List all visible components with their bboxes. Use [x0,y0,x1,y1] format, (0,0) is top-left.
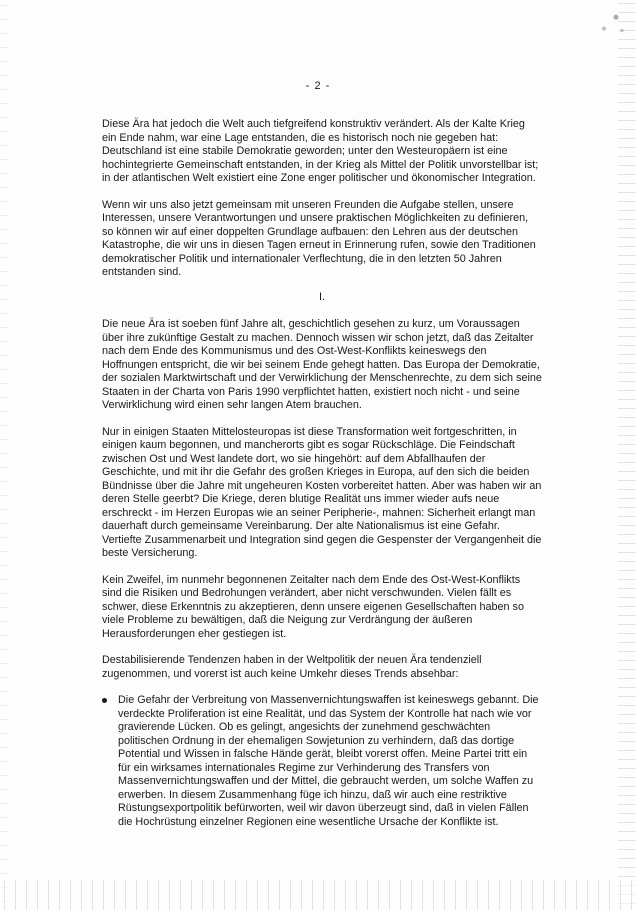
paragraph: Destabilisierende Tendenzen haben in der Weltpolitik der neuen Ära tendenziell zugenommen, und vorerst ist auch keine Umkehr dieses Trends absehbar: [102,654,482,680]
paragraph: Nur in einigen Staaten Mittelosteuropas ist diese Transformation weit fortgeschritten, in einigen kaum begonnen, und mancherorts gibt es sogar Rückschläge. Die Feindschaft zwischen Ost und West landete dort, wo sie hingehört: auf dem Abfallhaufen der Geschichte, und mit ihr die Gefahr des großen Krieges in Europa, auf den sich die beiden Bündnisse über die Jahre mit ungeheuren Kosten vorbereitet hatten. Aber was haben wir an deren Stelle geerbt? Die Kriege, deren blutige Realität uns immer wieder aufs neue erschreckt - im Herzen Europas wie an seiner Peripherie-, mahnen: Sicherheit erlangt man dauerhaft durch gemeinsame Vereinbarung. Der alte Nationalismus ist eine Gefahr. Vertiefte Zusammenarbeit und Integration sind gegen die Gespenster der Vergangenheit die beste Versicherung. [102,425,542,559]
scan-edge-right [618,0,636,910]
paragraph: Die neue Ära ist soeben fünf Jahre alt, geschichtlich gesehen zu kurz, um Voraussagen über ihre zukünftige Gestalt zu machen. Dennoch wissen wir schon jetzt, daß das Zeitalter nach dem Ende des Kommunismus und des Ost-West-Konflikts keineswegs den Hoffnungen entspricht, die wir bei seinem Ende gehegt hatten. Das Europa der Demokratie, der sozialen Marktwirtschaft und der Verwirklichung der Menschenrechte, zu dem sich seine Staaten in der Charta von Paris 1990 verpflichtet hatten, existiert noch nicht - und seine Verwirklichung wird einen sehr langen Atem brauchen. [102,318,542,411]
scan-smudge [592,2,632,40]
page-number: - 2 - [305,80,331,92]
bullet-list [102,694,542,829]
section-heading: I. [318,290,326,303]
bullet-item [102,694,542,829]
bullet-icon [102,698,107,703]
paragraph: Kein Zweifel, im nunmehr begonnenen Zeitalter nach dem Ende des Ost-West-Konflikts sind die Risiken und Bedrohungen verändert, aber nicht verschwunden. Vielen fällt es schwer, diese Erkenntnis zu akzeptieren, denn unsere eigenen Gesellschaften haben so viele Probleme zu bewältigen, daß die Neigung zur Verdrängung der äußeren Herausforderungen eher gestiegen ist. [102,573,524,640]
paragraph: Diese Ära hat jedoch die Welt auch tiefgreifend konstruktiv verändert. Als der Kalte Krieg ein Ende nahm, war eine Lage entstanden, die es historisch noch nie gegeben hat: Deutschland ist eine stabile Demokratie geworden; unter den Westeuropäern ist eine hochintegrierte Gemeinschaft entstanden, in der Krieg als Mittel der Politik unvorstellbar ist; in der atlantischen Welt existiert eine Zone enger politischer und ökonomischer Integration. [102,118,539,184]
document-body [102,118,542,829]
paragraph: Wenn wir uns also jetzt gemeinsam mit unseren Freunden die Aufgabe stellen, unsere Interessen, unsere Verantwortungen und unsere praktischen Möglichkeiten zu definieren, so können wir auf einer doppelten Grundlage aufbauen: den Lehren aus der deutschen Katastrophe, die wir uns in diesen Tagen erneut in Erinnerung rufen, sowie den Traditionen demokratischer Politik und internationaler Verflechtung, die in den letzten 50 Jahren entstanden sind. [102,198,536,278]
scan-edge-left [0,0,8,910]
bullet-text: Die Gefahr der Verbreitung von Massenvernichtungswaffen ist keineswegs gebannt. Die verdeckte Proliferation ist eine Realität, und das System der Kontrolle hat nach wie vor gravierende Lücken. Ob es gelingt, angesichts der zunehmend geschwächten politischen Ordnung in der ehemaligen Sowjetunion zu verhindern, daß das dortige Potential und Wissen in falsche Hände gerät, bleibt vorerst offen. Meine Partei tritt ein für ein wirksames internationales Regime zur Verhinderung des Transfers von Massenvernichtungswaffen und der Mittel, die gebraucht werden, um solche Waffen zu erwerben. In diesem Zusammenhang füge ich hinzu, daß wir auch eine restriktive Rüstungsexportpolitik befürworten, weil wir davon überzeugt sind, daß in vielen Fällen die Hochrüstung einzelner Regionen eine wesentliche Ursache der Konflikte ist. [118,694,539,828]
scan-edge-bottom [0,880,636,910]
